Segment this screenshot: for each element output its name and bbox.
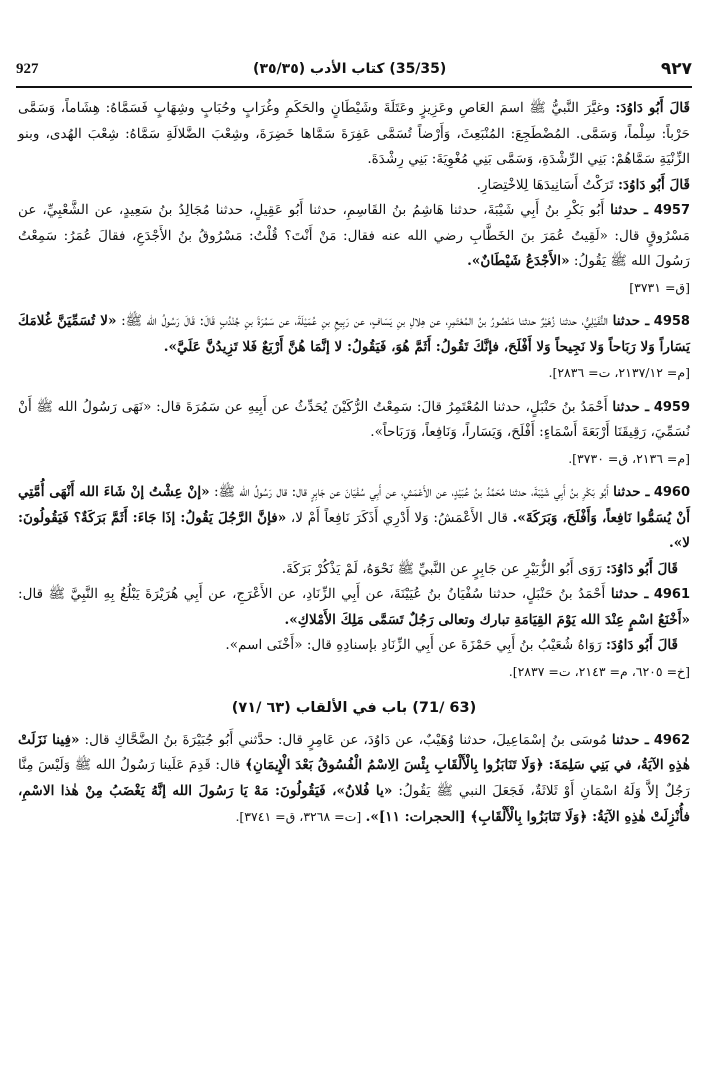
running-title: (35/35) كتاب الأدب (٣٥/٣٥) [253,61,447,77]
chapter-heading: (63 /71) باب في الألقاب (٦٣ /٧١) [231,700,477,716]
hadith-number: 4961 [653,587,690,602]
tail: قال الأَعْمَشُ: وَلا أَدْرِي أَذَكَرَ نَافِعاً أَمْ لا، [290,509,508,526]
haddathana: ـ حدثنا [612,398,650,415]
isnad: مُوسَى بنُ إسْمَاعِيلَ، حدثنا وُهَيْبٌ، عن دَاوُدَ، عن عَامِرٍ قال: حدَّثني أَبُو جُبَيْرَةَ بنُ الضَّحَّاكِ قال: [84,731,607,748]
hadith-4961 [18,582,690,633]
intro-text: وغيَّرَ النَّبيُّ ﷺ اسمَ العَاصِ وعَزِيزٍ وعَتَلَةَ وشَيْطَانٍ والحَكَمِ وغُرَابٍ وحُبَابٍ وشِهَابٍ فَسَمَّاهُ: هِشَاماً، وَسَمَّى حَرْباً: سِلْماً، وَسَمَّى. المُضْطَجِعَ: المُنْبَعِثَ، وَأَرْضاً تُسَمَّى عَفِرَةَ سَمَّاها خَضِرَةَ، وشِعْبَ الضَّلالَةِ سَمَّاهُ: شِعْبَ الهُدى، وبنو الزِّنْيَةِ سَمَّاهُمْ: بَنِي الرِّشْدَةِ، وَسَمَّى بَنِي مُغْوِيَةَ: بَنِي رِشْدَةَ. [18,100,690,167]
note-lead: قَالَ أَبُو دَاوُدَ: [605,637,678,653]
matn-continued: «فإنَّ الرَّجُلَ يَقُولُ: إذَا جَاءَ: أَثَمَّ بَرَكَةٌ؟ فَيَقُولُونَ: لا». [18,509,690,551]
haddathana: ـ حدثنا [610,586,649,602]
haddathana: ـ حدثنا [613,484,650,500]
hadith-ref: [خ= ٦٢٠٥، م= ٢١٤٣، ت= ٢٨٣٧]. [508,663,690,679]
isnad: أَحْمَدُ بنُ حَنْبَلٍ، حدثنا المُعْتَمِرُ قالَ: سَمِعْتُ الرُّكَيْنَ يُحَدِّثُ عن أَبِيهِ عن سَمُرَةَ قال: «نَهَى رَسُولُ الله ﷺ أَنْ نُسَمِّيَ، رَقِيقَنَا أَرْبَعَةَ أَسْمَاءٍ: أَفْلَحَ، وَيَسَاراً، وَنَافِعاً، وَرَبَاحاً». [18,398,690,440]
hadith-4962 [18,728,690,831]
isnad: النُّفَيْلِيُّ، حدثنا زُهَيْرٌ حدثنا مَنْصُورُ بنُ المُعْتَمِرِ، عن هِلالِ بنِ يَسَافٍ، عن رَبِيعِ بنِ عُمَيْلَةَ، عن سَمُرَةَ بنِ جُنْدُبٍ قَالَ: قَالَ رَسُولُ الله ﷺ: [121,313,608,329]
note-paragraph [18,173,690,199]
page-header [16,56,692,82]
isnad: أَبُو بَكْرِ بنُ أَبِي شَيْبَةَ، حدثنا هَاشِمُ بنُ القَاسِمِ، حدثنا أَبُو عَقِيلٍ، حدثنا مُجَالِدُ بنُ سَعِيدٍ، عن الشَّعْبِيِّ، عن مَسْرُوقٍ قال: «لَقِيتُ عُمَرَ بنَ الخَطَّابِ رضي الله عنه فقال: مَنْ أَنْتَ؟ قُلْتُ: مَسْرُوقُ بنُ الأَجْدَعِ، فقالَ عُمَرُ: سَمِعْتُ رَسُولَ الله ﷺ يَقُولُ: [18,202,690,269]
intro-paragraph [18,96,690,173]
hadith-number: 4960 [653,485,691,500]
matn: «الأَجْدَعُ شَيْطَانٌ». [467,253,570,269]
matn: «أَخْنَعُ اسْمٍ عِنْدَ الله يَوْمَ القِيَامَةِ تبارك وتعالى رَجُلٌ تَسَمَّى مَلِكَ الأَمْلاكِ». [284,611,690,628]
hadith-4960 [18,480,690,557]
hadith-number: 4959 [653,399,690,415]
note-text: تَرَكْتُ أَسَانِيدَهَا لِلاخْتِصَارِ. [476,176,614,193]
hadith-ref: [ت= ٣٢٦٨، ق= ٣٧٤١]. [235,809,362,824]
note-text: رَوَاهُ شُعَيْبُ بنُ أَبِي حَمْزَةَ عن أَبِي الزِّنَادِ بإسنادِهِ قال: «أَخْنَى اسم». [225,637,602,653]
note-lead: قَالَ أَبُو دَاوُدَ: [617,176,690,193]
hadith-ref: [م= ٢١٣٦، ق= ٣٧٣٠]. [568,450,690,466]
isnad: أَحْمَدُ بنُ حَنْبَلٍ، حدثنا سُفْيَانُ بنُ عُيَيْنَةَ، عن أَبِي الزِّنَادِ، عن الأَعْرَجِ، عن أَبِي هُرَيْرَةَ يَبْلُغُ بِهِ النَّبِيَّ ﷺ قال: [18,586,606,602]
abu-dawud-note-4960 [18,557,690,583]
hadith-4959 [18,395,690,446]
isnad: أَبُو بَكْرِ بنُ أَبِي شَيْبَةَ، حدثنا مُحَمَّدُ بنُ عُبَيْدٍ، عن الأَعْمَشِ، عن أَبِي سُفْيَانَ عن جَابِرٍ قال: قال رَسُولُ الله ﷺ: [214,484,609,500]
hadith-4958 [18,309,690,360]
page-number-arabic: ٩٢٧ [660,59,692,79]
haddathana: ـ حدثنا [611,731,649,748]
hadith-number: 4957 [653,203,690,218]
hadith-ref: [ق= ٣٧٣١] [629,279,690,295]
intro-lead: قَالَ أَبُو دَاوُدَ: [615,100,691,116]
hadith-number: 4962 [653,732,691,748]
matn: «إنْ عِشْتُ إنْ شَاءَ الله أَنْهَى أُمَّتِي أَنْ يُسَمُّوا نَافِعاً، وَأَفْلَحَ، وَبَرَكَةَ». [18,484,690,526]
hadith-4957 [18,198,690,275]
note-lead: قَالَ أَبُو دَاوُدَ: [605,560,678,577]
page-body [18,96,690,1051]
hadith-number: 4958 [653,314,690,329]
note-text: رَوَى أَبُو الزُّبَيْرِ عن جَابِرٍ عن النَّبيِّ ﷺ نَحْوَهُ، لَمْ يَذْكُرْ بَرَكَةَ. [281,560,602,577]
header-rule [16,86,692,88]
matn-continued: «يا فُلانُ»، فَيَقُولُونَ: مَهْ يَا رَسُولَ الله إنَّهُ يَغْضَبُ مِنْ هٰذا الاسْمِ، فأُنْزِلَتْ هٰذِهِ الآيَةُ: ﴿وَلَا تَنَابَزُوا بِالْأَلْقَابِ﴾ [الحجرات: ١١]». [18,782,690,825]
matn: «لا تُسَمِّيَنَّ غُلامَكَ يَسَاراً وَلا رَبَاحاً وَلا نَجِيحاً وَلا أَفْلَحَ، فإنَّكَ تَقُولُ: أَثَمَّ هُوَ، فَيَقُولُ: لا إنَّمَا هُنَّ أَرْبَعٌ فَلا تَزِيدُنَّ عَلَيَّ». [18,313,690,355]
matn: «فِينا نَزَلَتْ هٰذِهِ الآيَةُ، في بَنِي سَلِمَةَ: ﴿وَلَا تَنَابَزُوا بِالْأَلْقَابِ بِئْسَ الِاسْمُ الْفُسُوقُ بَعْدَ الْإِيمَانِ﴾ [18,731,690,773]
page-number-latin: 927 [16,60,39,77]
haddathana: ـ حدثنا [610,202,648,218]
tail: قال: قَدِمَ عَلَينا رَسُولُ الله ﷺ وَلَيْسَ مِنَّا رَجُلٌ إلاَّ وَلَهُ اسْمَانِ أَوْ ثَلاثَةٌ، فَجَعَلَ النبي ﷺ يَقُولُ: [18,757,690,799]
hadith-ref: [م= ٢١٣٧/١٢، ت= ٢٨٣٦]. [548,365,690,380]
abu-dawud-note-4961 [18,633,690,659]
haddathana: ـ حدثنا [612,313,650,329]
